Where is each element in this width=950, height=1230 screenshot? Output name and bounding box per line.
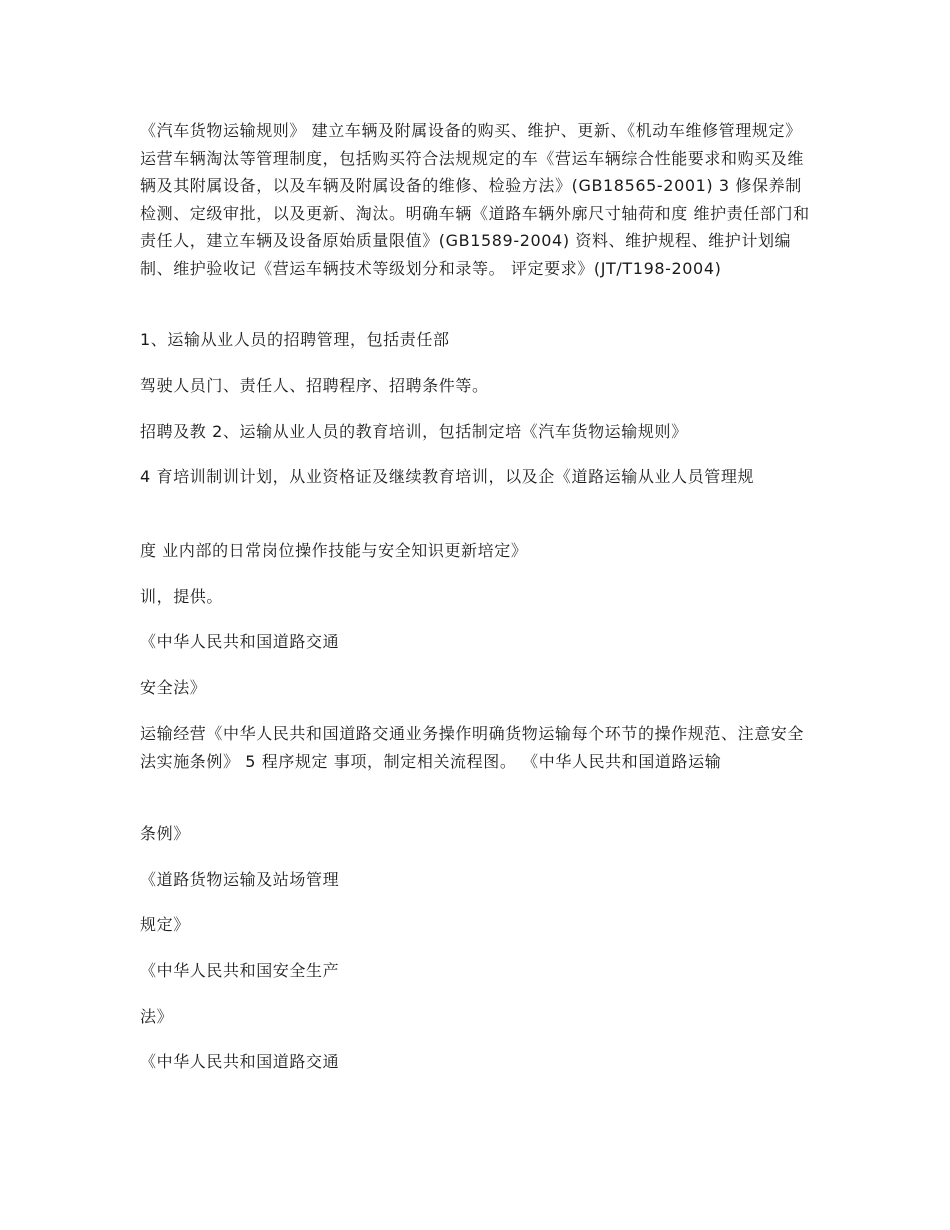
paragraph-drivers: 驾驶人员门、责任人、招聘程序、招聘条件等。 [140, 376, 489, 395]
paragraph-training-system: 4 育培训制训计划，从业资格证及继续教育培训，以及企《道路运输从业人员管理规 [140, 467, 755, 486]
paragraph-road-traffic-law: 《中华人民共和国道路交通 [140, 632, 340, 651]
paragraph-onsite-training: 度 业内部的日常岗位操作技能与安全知识更新培定》 [140, 541, 528, 560]
paragraph-training: 招聘及教 2、运输从业人员的教育培训，包括制定培《汽车货物运输规则》 [140, 422, 688, 441]
paragraph-recruitment: 1、运输从业人员的招聘管理，包括责任部 [140, 330, 450, 349]
paragraph-station-management: 《道路货物运输及站场管理 [140, 870, 340, 889]
paragraph-vehicle-management: 《汽车货物运输规则》 建立车辆及附属设备的购买、维护、更新、《机动车维修管理规定》 运营车辆淘汰等管理制度，包括购买符合法规规定的车《营运车辆综合性能要求和购买及维辆及其附属设备，以及车辆及附属设备的维修、检验方法》(GB18565-2001) 3 修保养制检测、定级审批，以及更新、淘汰。明确车辆《道路车辆外廓尺寸轴荷和度 维护责任部门和责任人，建立车辆及设备原始质量限值》(GB1589-2004) 资料、维护规程、维护计划编制、维护验收记《营运车辆技术等级划分和录等。 评定要求》(JT/T198-2004) [140, 121, 810, 278]
paragraph-provide: 训，提供。 [140, 587, 224, 606]
paragraph-work-safety-law: 《中华人民共和国安全生产 [140, 961, 340, 980]
paragraph-safety-law: 安全法》 [140, 678, 207, 697]
paragraph-road-traffic-law-2: 《中华人民共和国道路交通 [140, 1052, 340, 1071]
paragraph-operations: 运输经营《中华人民共和国道路交通业务操作明确货物运输每个环节的操作规范、注意安全法实施条例》 5 程序规定 事项，制定相关流程图。 《中华人民共和国道路运输 [140, 724, 805, 771]
paragraph-provisions: 规定》 [140, 915, 190, 934]
paragraph-law: 法》 [140, 1007, 174, 1026]
paragraph-regulations: 条例》 [140, 824, 190, 843]
